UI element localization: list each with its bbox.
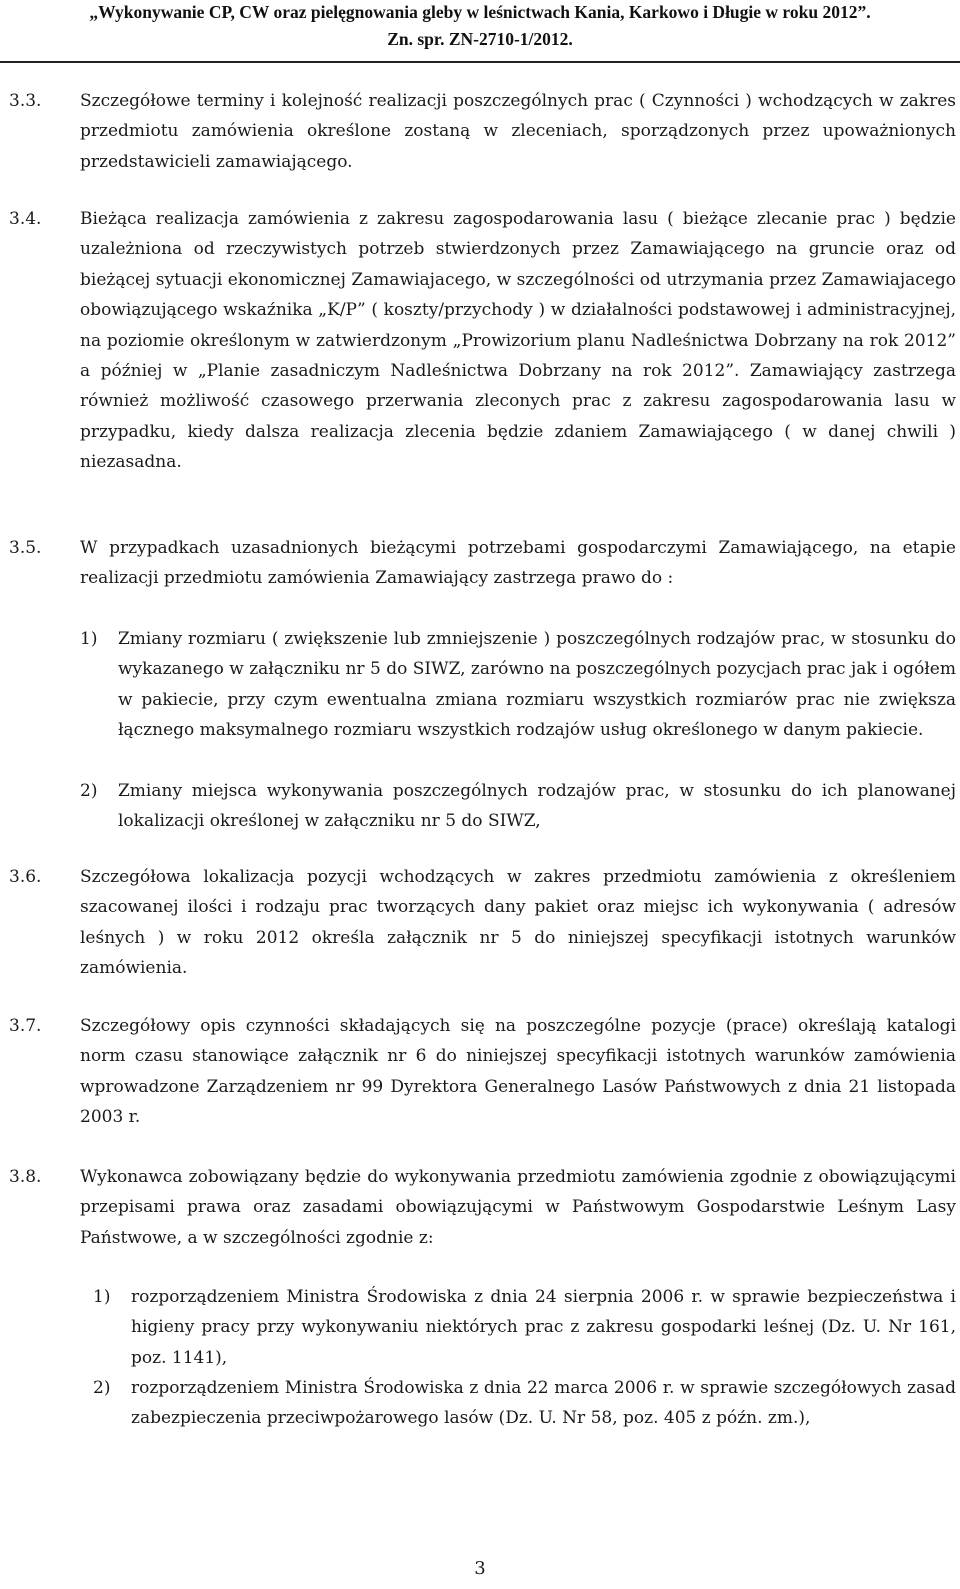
list-item-text: Zmiany rozmiaru ( zwiększenie lub zmniejszenie ) poszczególnych rodzajów prac, w stosunku do wykazanego w załączniku nr 5 do SIWZ, zarówno na poszczególnych pozycjach prac jak i ogółem w pakiecie, przy czym ewentualna zmiana rozmiaru wszystkich rozmiarów prac nie zwiększa łącznego maksymalnego rozmiaru wszystkich rodzajów usług określonego w danym pakiecie. bbox=[118, 629, 956, 741]
section-number: 3.4. bbox=[9, 209, 42, 229]
section-number: 3.8. bbox=[9, 1167, 42, 1187]
section-text: Szczegółowa lokalizacja pozycji wchodzących w zakres przedmiotu zamówienia z określeniem szacowanej ilości i rodzaju prac tworzących dany pakiet oraz miejsc ich wykonywania ( adresów leśnych ) w roku 2012 określa załącznik nr 5 do niniejszej specyfikacji istotnych warunków zamówienia. bbox=[80, 867, 956, 979]
header-title: „Wykonywanie CP, CW oraz pielęgnowania gleby w leśnictwach Kania, Karkowo i Długie w roku 2012”. bbox=[89, 2, 871, 22]
section-text: Szczegółowe terminy i kolejność realizacji poszczególnych prac ( Czynności ) wchodzących w zakres przedmiotu zamówienia określone zostaną w zleceniach, sporządzonych przez upoważnionych przedstawicieli zamawiającego. bbox=[80, 91, 956, 172]
list-item-number: 1) bbox=[93, 1287, 111, 1307]
section-text: Wykonawca zobowiązany będzie do wykonywania przedmiotu zamówienia zgodnie z obowiązującymi przepisami prawa oraz zasadami obowiązującymi w Państwowym Gospodarstwie Leśnym Lasy Państwowe, a w szczególności zgodnie z: bbox=[80, 1167, 956, 1248]
list-item-number: 2) bbox=[80, 781, 98, 801]
section-number: 3.5. bbox=[9, 538, 42, 558]
section-text: Szczegółowy opis czynności składających się na poszczególne pozycje (prace) określają katalogi norm czasu stanowiące załącznik nr 6 do niniejszej specyfikacji istotnych warunków zamówienia wprowadzone Zarządzeniem nr 99 Dyrektora Generalnego Lasów Państwowych z dnia 21 listopada 2003 r. bbox=[80, 1016, 956, 1128]
section-number: 3.3. bbox=[9, 91, 42, 111]
header-divider bbox=[0, 61, 960, 63]
list-item-number: 1) bbox=[80, 629, 98, 649]
list-item-text: rozporządzeniem Ministra Środowiska z dnia 24 sierpnia 2006 r. w sprawie bezpieczeństwa i higieny pracy przy wykonywaniu niektórych prac z zakresu gospodarki leśnej (Dz. U. Nr 161, poz. 1141), bbox=[131, 1287, 956, 1368]
list-item-number: 2) bbox=[93, 1378, 111, 1398]
header-case-number: Zn. spr. ZN-2710-1/2012. bbox=[387, 29, 573, 49]
list-item-text: Zmiany miejsca wykonywania poszczególnych rodzajów prac, w stosunku do ich planowanej lokalizacji określonej w załączniku nr 5 do SIWZ, bbox=[118, 781, 956, 832]
section-number: 3.7. bbox=[9, 1016, 42, 1036]
section-number: 3.6. bbox=[9, 867, 42, 887]
section-text: Bieżąca realizacja zamówienia z zakresu zagospodarowania lasu ( bieżące zlecanie prac ) będzie uzależniona od rzeczywistych potrzeb stwierdzonych przez Zamawiającego na gruncie oraz od bieżącej sytuacji ekonomicznej Zamawiajacego, w szczególności od utrzymania przez Zamawiajacego obowiązującego wskaźnika „K/P” ( koszty/przychody ) w działalności podstawowej i administracyjnej, na poziomie określonym w zatwierdzonym „Prowizorium planu Nadleśnictwa Dobrzany na rok 2012” a później w „Planie zasadniczym Nadleśnictwa Dobrzany na rok 2012”. Zamawiający zastrzega również możliwość czasowego przerwania zleconych prac z zakresu zagospodarowania lasu w przypadku, kiedy dalsza realizacja zlecenia będzie zdaniem Zamawiającego ( w danej chwili ) niezasadna. bbox=[80, 209, 956, 473]
list-item-text: rozporządzeniem Ministra Środowiska z dnia 22 marca 2006 r. w sprawie szczegółowych zasad zabezpieczenia przeciwpożarowego lasów (Dz. U. Nr 58, poz. 405 z późn. zm.), bbox=[131, 1378, 956, 1429]
section-text: W przypadkach uzasadnionych bieżącymi potrzebami gospodarczymi Zamawiającego, na etapie realizacji przedmiotu zamówienia Zamawiający zastrzega prawo do : bbox=[80, 538, 956, 589]
page-number: 3 bbox=[474, 1558, 486, 1579]
